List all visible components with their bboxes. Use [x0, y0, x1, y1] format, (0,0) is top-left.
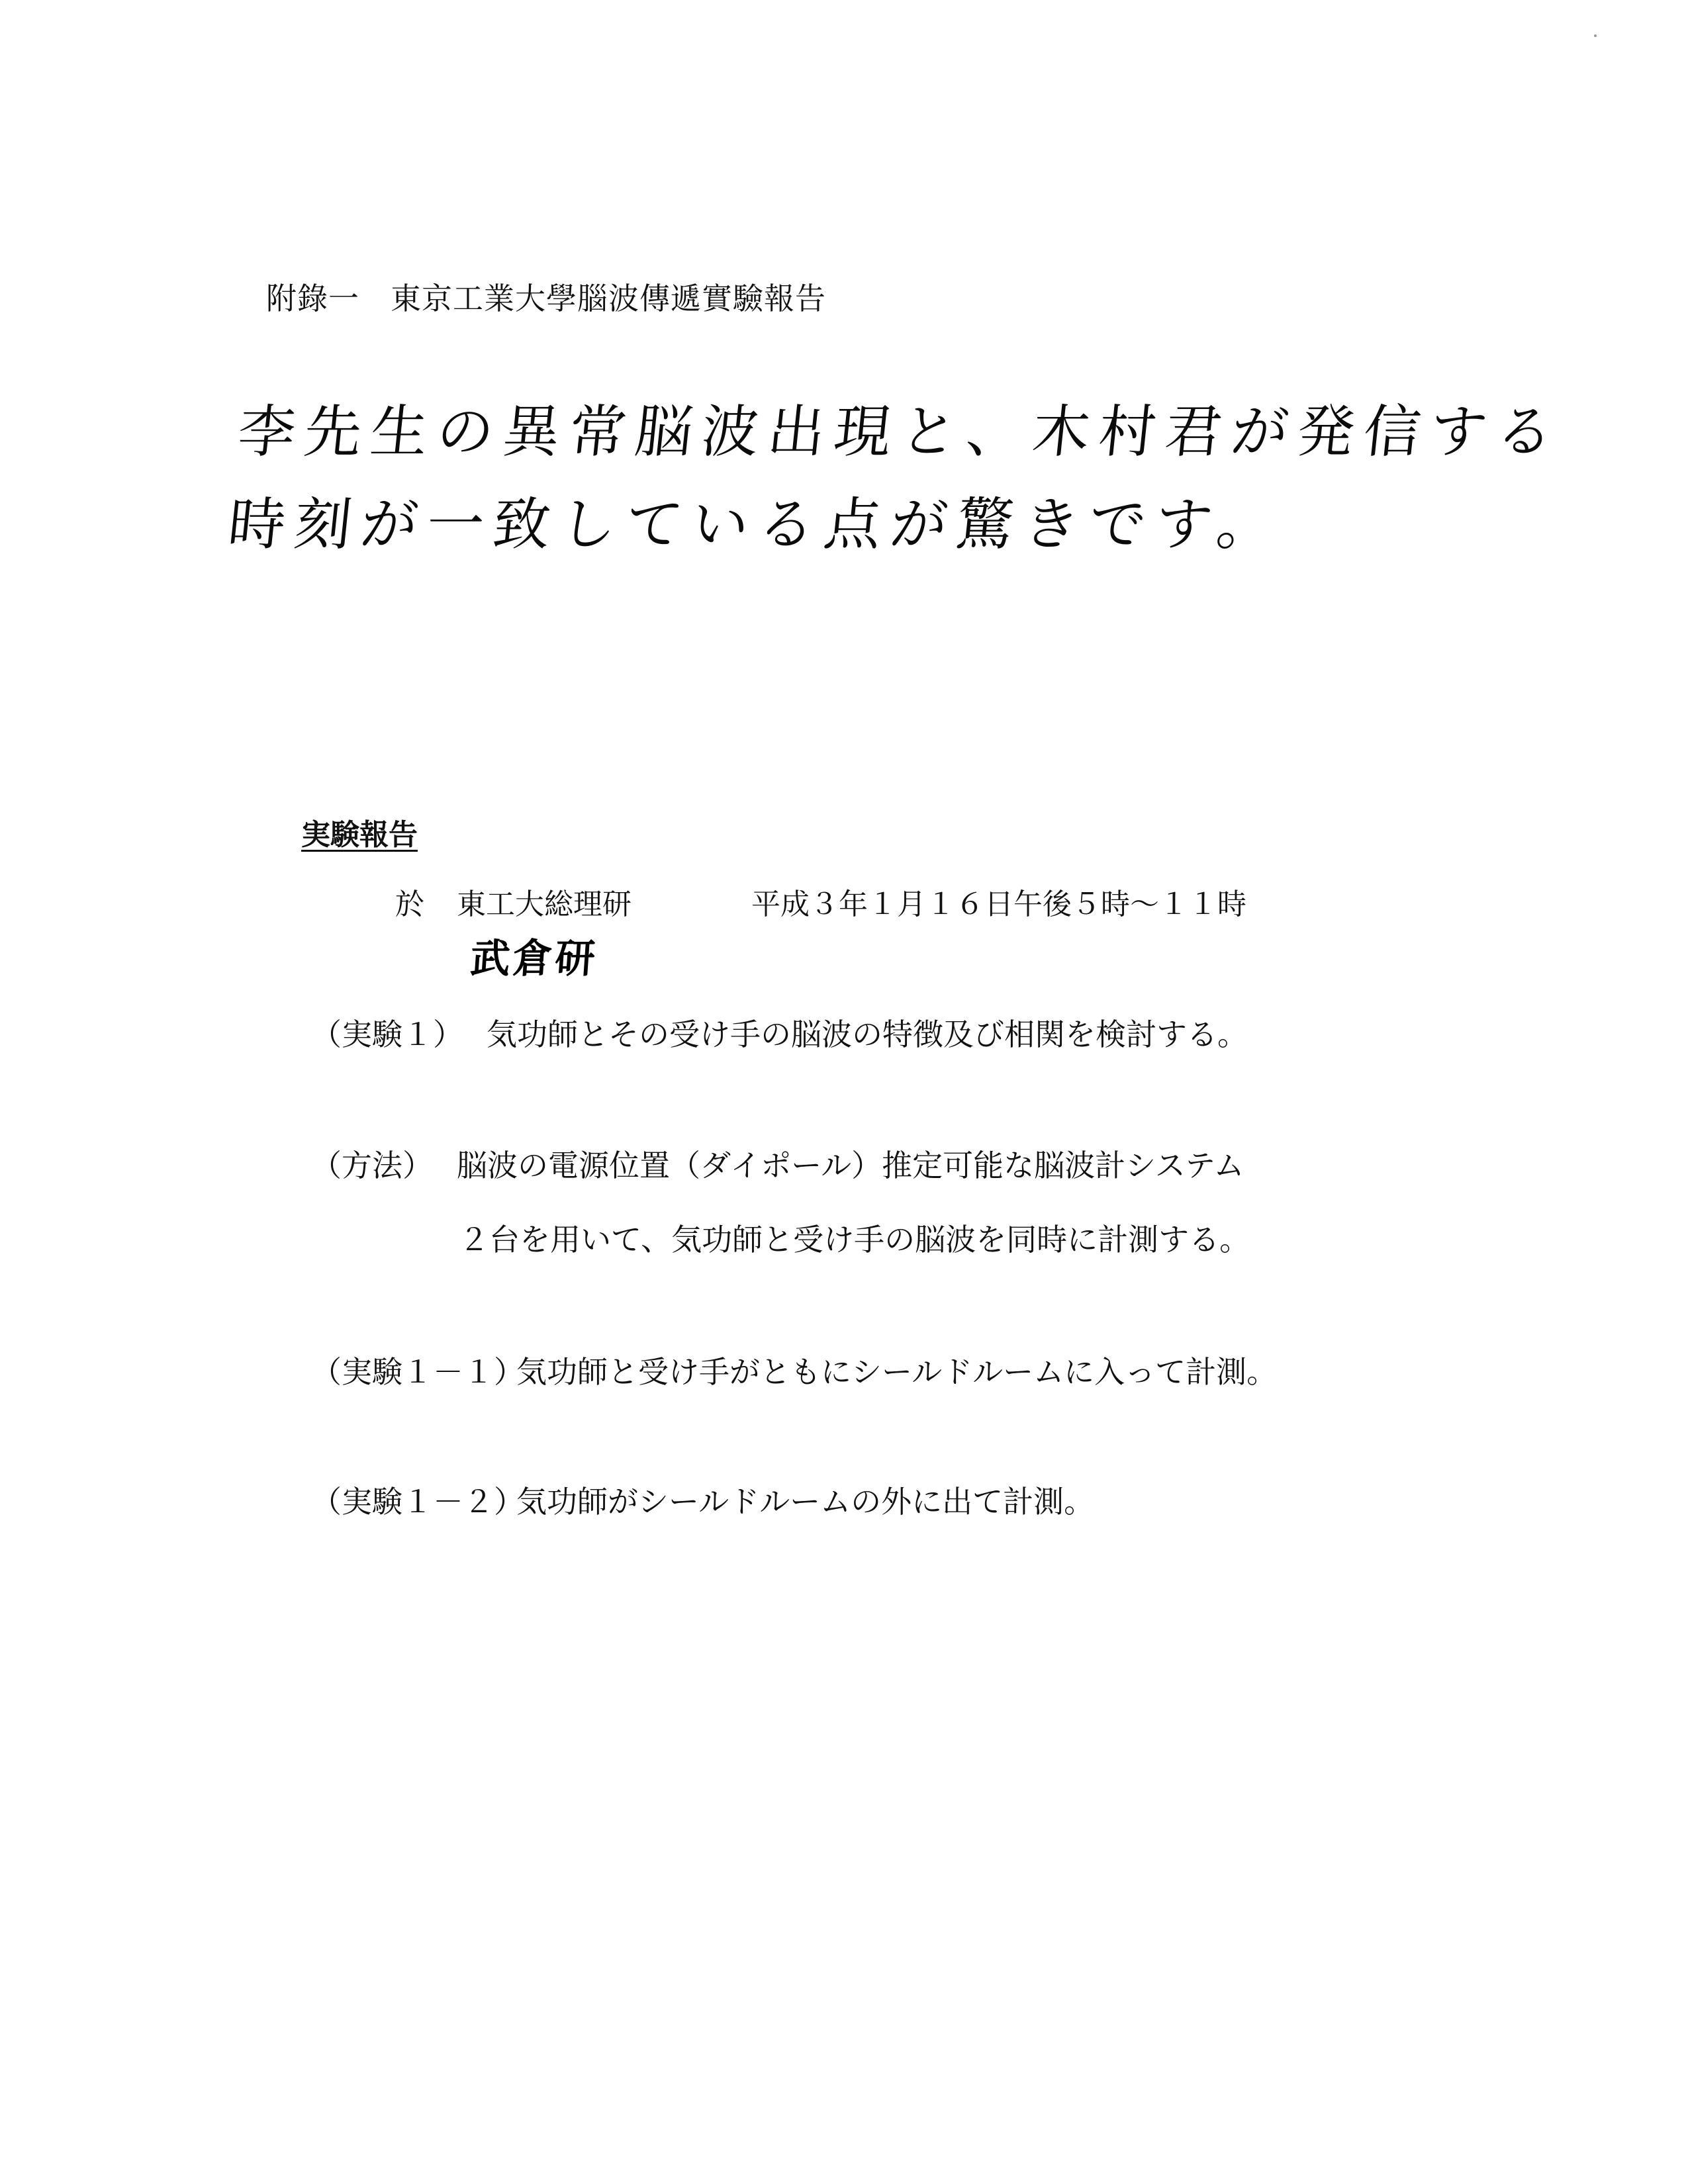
method-text-line-2: ２台を用いて、気功師と受け手の脳波を同時に計測する。: [459, 1222, 1250, 1257]
experiment-1-text: 気功師とその受け手の脳波の特徴及び相関を検討する。: [487, 1017, 1248, 1052]
experiment-1-label: （実験１）: [311, 1017, 463, 1052]
experiment-1-1-text: 気功師と受け手がともにシールドルームに入って計測。: [516, 1354, 1278, 1390]
experiment-1-1-label: （実験１－１）: [311, 1354, 524, 1390]
scan-speck: [1594, 34, 1597, 37]
lab-stamp: 武倉研: [469, 936, 600, 982]
handwritten-note-line-2: 時刻が一致している点が驚きです。: [224, 492, 1287, 558]
appendix-title: 附錄一 東京工業大學腦波傳遞實驗報告: [266, 281, 826, 316]
venue-name: 東工大総理研: [457, 887, 632, 921]
experiment-datetime: 平成３年１月１６日午後５時～１１時: [751, 887, 1246, 921]
experiment-1-2-label: （実験１－２）: [311, 1484, 524, 1520]
experiment-1-2-text: 気功師がシールドルームの外に出て計測。: [516, 1484, 1095, 1520]
method-text-line-1: 脳波の電源位置（ダイポール）推定可能な脳波計システム: [457, 1148, 1244, 1183]
handwritten-note-line-1: 李先生の異常脳波出現と、木村君が発信する: [234, 399, 1566, 465]
method-label: （方法）: [311, 1148, 433, 1183]
report-heading: 実験報告: [301, 818, 418, 852]
venue-prefix: 於: [395, 887, 424, 921]
